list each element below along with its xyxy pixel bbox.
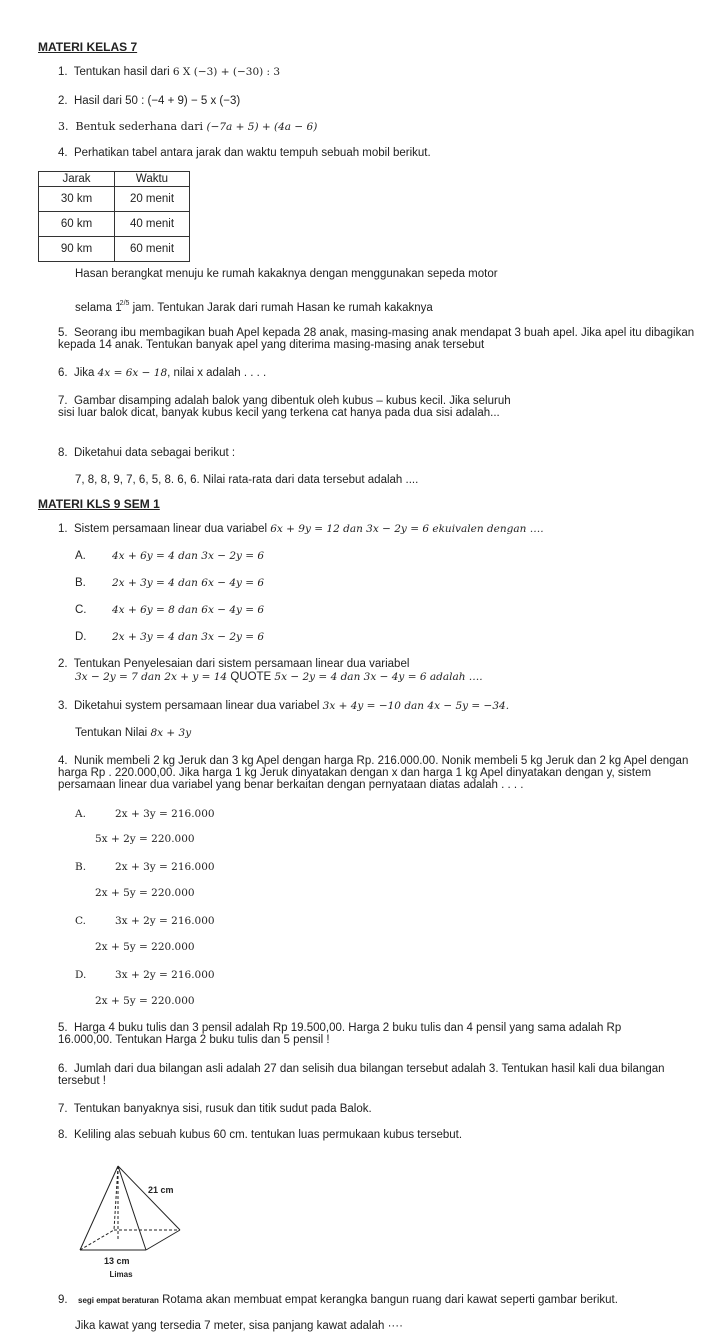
question-number: 7. [58, 395, 68, 407]
question-text: Perhatikan tabel antara jarak dan waktu tempuh sebuah mobil berikut. [73, 147, 431, 159]
option-letter: A. [75, 550, 86, 562]
question-9-9-line2: Jika kawat yang tersedia 7 meter, sisa panjang kawat adalah ···· [75, 1320, 403, 1332]
option-eq2: 2x + 5y = 220.000 [95, 995, 195, 1007]
duration-text: selama 1 [75, 302, 122, 314]
question-9-3-line2 [75, 727, 191, 739]
question-9-1 [58, 523, 544, 535]
table-row [39, 187, 190, 212]
math-expression: 6x + 9y = 12 dan 3x − 2y = 6 ekuivalen dengan …. [270, 523, 544, 535]
option-d [75, 631, 264, 643]
question-text: Keliling alas sebuah kubus 60 cm. tentukan luas permukaan kubus tersebut. [73, 1129, 463, 1141]
option-eq2: 2x + 5y = 220.000 [95, 941, 195, 953]
math-expression: 6 X (−3) + (−30) : 3 [172, 66, 281, 78]
question-text: Seorang ibu membagikan buah Apel kepada 28 anak, masing-masing anak mendapat 3 buah apel. Jika apel itu dibagikan kepada 14 anak. Tentukan banyak apel yang diterima masing-masing anak tersebut [58, 327, 695, 351]
option-b [75, 577, 264, 589]
question-9-9 [58, 1294, 618, 1306]
section-title-kls9: MATERI KLS 9 SEM 1 [38, 497, 160, 511]
question-number: 6. [58, 1063, 68, 1075]
distance-time-table [38, 171, 190, 262]
table-cell: 40 menit [115, 212, 190, 237]
question-4 [58, 147, 431, 159]
math-expression: 3x − 2y = 7 dan 2x + y = 14 [75, 671, 228, 683]
question-9-2 [58, 658, 409, 670]
table-cell: 30 km [39, 187, 115, 212]
lateral-edge [118, 1166, 146, 1250]
question-7 [58, 395, 528, 419]
table-cell: 20 menit [115, 187, 190, 212]
option-eq1: 3x + 2y = 216.000 [115, 969, 215, 981]
table-cell: 60 km [39, 212, 115, 237]
section-title-kelas7: MATERI KELAS 7 [38, 40, 138, 54]
option-letter: D. [75, 969, 87, 981]
base-label: 13 cm [104, 1256, 130, 1266]
table-header: Jarak [39, 172, 115, 187]
option-math: 2x + 3y = 4 dan 3x − 2y = 6 [112, 631, 265, 643]
question-8 [58, 447, 235, 459]
duration-text-post: jam. Tentukan Jarak dari rumah Hasan ke rumah kakaknya [129, 302, 433, 314]
fraction: 2/5 [119, 300, 130, 307]
option-letter: A. [75, 808, 86, 820]
question-number: 6. [58, 367, 68, 379]
question-9-8 [58, 1129, 462, 1141]
option-letter: C. [75, 604, 87, 616]
question-4-continuation: Hasan berangkat menuju ke rumah kakaknya dengan menggunakan sepeda motor [75, 268, 498, 280]
table-header: Waktu [115, 172, 190, 187]
question-number: 8. [58, 447, 68, 459]
question-9-3 [58, 700, 509, 712]
caption-limas: Limas [109, 1270, 133, 1279]
question-text: Gambar disamping adalah balok yang dibentuk oleh kubus – kubus kecil. Jika seluruh sisi luar balok dicat, banyak kubus kecil yang terkena cat hanya pada dua sisi adalah... [58, 395, 511, 419]
figure-caption: segi empat beraturan [78, 1296, 159, 1305]
question-9-7 [58, 1103, 372, 1115]
option-math: 4x + 6y = 8 dan 6x − 4y = 6 [112, 604, 265, 616]
option-eq1: 2x + 3y = 216.000 [115, 861, 215, 873]
quote-text: QUOTE [230, 671, 272, 683]
question-number: 3. [58, 120, 69, 133]
math-expression: 4x = 6x − 18 [97, 367, 168, 379]
question-number: 8. [58, 1129, 68, 1141]
question-text: Diketahui system persamaan linear dua variabel [73, 700, 320, 712]
option-b [75, 861, 215, 873]
question-9-5 [58, 1022, 658, 1046]
question-number: 5. [58, 327, 68, 339]
table-header-row [39, 172, 190, 187]
question-number: 3. [58, 700, 68, 712]
option-math: 2x + 3y = 4 dan 6x − 4y = 6 [112, 577, 265, 589]
table-row [39, 212, 190, 237]
option-letter: C. [75, 915, 86, 927]
question-text: Hasil dari 50 : (−4 + 9) − 5 x (−3) [73, 95, 241, 107]
option-d [75, 969, 215, 981]
option-eq2: 2x + 5y = 220.000 [95, 887, 195, 899]
question-number: 4. [58, 147, 68, 159]
base-right-edge [146, 1230, 180, 1250]
question-9-2-math [75, 671, 483, 683]
pyramid-figure [78, 1160, 198, 1290]
option-eq2: 5x + 2y = 220.000 [95, 833, 195, 845]
question-5 [58, 327, 704, 351]
question-text: Rotama akan membuat empat kerangka bangun ruang dari kawat seperti gambar berikut. [162, 1294, 618, 1306]
question-1 [58, 66, 280, 78]
option-a [75, 808, 215, 820]
question-8-data: 7, 8, 8, 9, 7, 6, 5, 8. 6, 6. Nilai rata-rata dari data tersebut adalah .... [75, 474, 419, 486]
height-label: 21 cm [148, 1185, 174, 1195]
question-number: 4. [58, 755, 68, 767]
question-2 [58, 95, 240, 107]
question-text-post: , nilai x adalah . . . . [167, 367, 267, 379]
table-row [39, 237, 190, 262]
math-expression: (−7a + 5) + (4a − 6) [206, 121, 318, 133]
table-cell: 60 menit [115, 237, 190, 262]
question-text: Nunik membeli 2 kg Jeruk dan 3 kg Apel dengan harga Rp. 216.000.00. Nonik membeli 5 kg Jeruk dan 2 kg Apel dengan harga Rp . 220.000,00. Jika harga 1 kg Jeruk dinyatakan dengan x dan harga 1 kg Apel dinyatakan dengan y, sistem persamaan linear dua variabel yang benar berkaitan dengan pernyataan diatas adalah . . . . [58, 755, 689, 791]
question-text: Bentuk sederhana dari [75, 120, 203, 133]
option-letter: D. [75, 631, 87, 643]
option-c [75, 915, 215, 927]
math-expression: 5x − 2y = 4 dan 3x − 4y = 6 adalah …. [274, 671, 483, 683]
question-4-duration [75, 300, 433, 314]
question-number: 1. [58, 66, 68, 78]
question-text: Sistem persamaan linear dua variabel [73, 523, 268, 535]
question-number: 9. [58, 1294, 68, 1306]
option-eq1: 3x + 2y = 216.000 [115, 915, 215, 927]
question-number: 2. [58, 658, 68, 670]
lateral-edge [118, 1166, 180, 1230]
question-6 [58, 367, 266, 379]
question-text: Jika [73, 367, 95, 379]
question-text: Jumlah dari dua bilangan asli adalah 27 dan selisih dua bilangan tersebut adalah 3. Tentukan hasil kali dua bilangan tersebut ! [58, 1063, 665, 1087]
question-number: 2. [58, 95, 68, 107]
question-9-4 [58, 755, 708, 791]
base-left-edge [80, 1230, 114, 1250]
question-3 [58, 120, 317, 133]
question-text: Tentukan Nilai [75, 727, 148, 739]
option-a [75, 550, 264, 562]
lateral-edge [80, 1166, 118, 1250]
question-9-6 [58, 1063, 708, 1087]
option-math: 4x + 6y = 4 dan 3x − 2y = 6 [112, 550, 265, 562]
question-number: 5. [58, 1022, 68, 1034]
option-eq1: 2x + 3y = 216.000 [115, 808, 215, 820]
question-number: 7. [58, 1103, 68, 1115]
option-letter: B. [75, 861, 87, 873]
question-text: Harga 4 buku tulis dan 3 pensil adalah Rp 19.500,00. Harga 2 buku tulis dan 4 pensil yang sama adalah Rp 16.000,00. Tentukan Harga 2 buku tulis dan 5 pensil ! [58, 1022, 622, 1046]
math-expression: 8x + 3y [150, 727, 192, 739]
question-text: Tentukan hasil dari [73, 66, 170, 78]
question-text: Tentukan Penyelesaian dari sistem persamaan linear dua variabel [73, 658, 410, 670]
question-text: Diketahui data sebagai berikut : [73, 447, 236, 459]
question-text: Tentukan banyaknya sisi, rusuk dan titik sudut pada Balok. [73, 1103, 372, 1115]
question-number: 1. [58, 523, 68, 535]
option-letter: B. [75, 577, 86, 589]
option-c [75, 604, 264, 616]
table-cell: 90 km [39, 237, 115, 262]
lateral-edge-hidden [114, 1166, 118, 1230]
math-expression: 3x + 4y = −10 dan 4x − 5y = −34. [322, 700, 510, 712]
